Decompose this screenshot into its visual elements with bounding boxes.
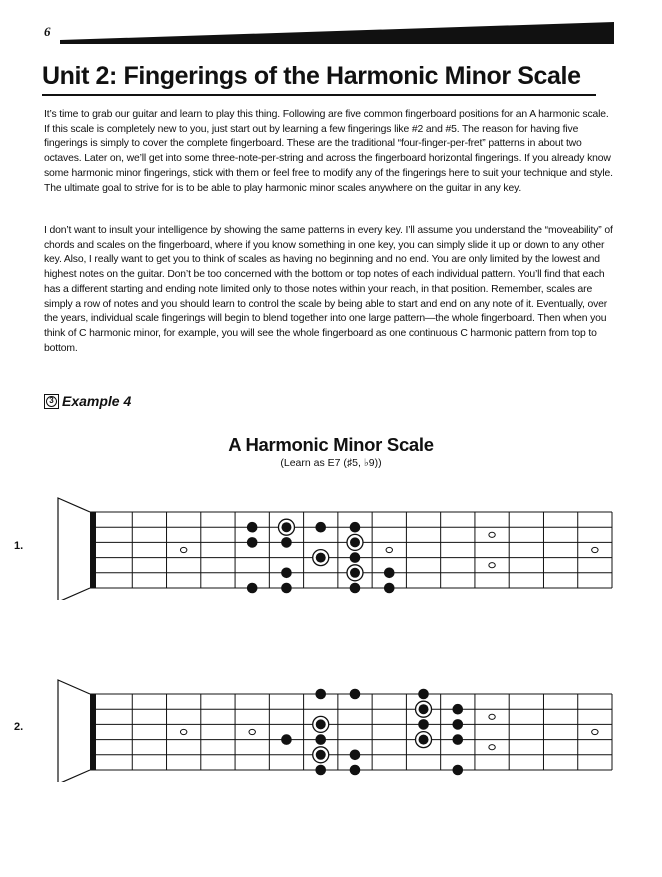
fretboard-diagram-2: [0, 672, 662, 782]
fret-position-marker: [489, 532, 495, 537]
scale-note-dot: [384, 568, 395, 579]
fretboard-diagram-1: [0, 490, 662, 600]
scale-subtitle: (Learn as E7 (♯5, ♭9)): [280, 457, 382, 469]
fret-position-marker: [180, 547, 186, 552]
scale-title: A Harmonic Minor Scale: [228, 434, 434, 455]
scale-note-dot: [384, 583, 395, 594]
scale-note-dot: [418, 719, 429, 730]
headstock-outline: [58, 680, 90, 782]
fret-position-marker: [249, 729, 255, 734]
root-note-dot: [316, 750, 326, 760]
track-number: 3: [46, 396, 57, 407]
diagram-number: 1.: [14, 540, 24, 552]
fret-position-marker: [180, 729, 186, 734]
fret-position-marker: [592, 729, 598, 734]
scale-note-dot: [247, 583, 258, 594]
root-note-dot: [350, 537, 360, 547]
scale-note-dot: [350, 765, 361, 776]
root-note-dot: [350, 568, 360, 578]
scale-note-dot: [281, 583, 292, 594]
header-bar: [0, 0, 662, 50]
scale-note-dot: [315, 765, 326, 776]
intro-paragraph: It’s time to grab our guitar and learn to play this thing. Following are five common fingerboard positions for an A harmonic scale. If this scale is completely new to you, just start out by learning a few fingerings like #2 and #5. The reason for having five fingerings is simply to cover the complete fingerboard. These are the traditional “four-finger-per-fret” patterns in about two octaves. Later on, we’ll get into some three-note-per-string and across the fingerboard horizontal fingerings. If you already know some harmonic minor fingerings, stick with them or feel free to modify any of the fingerings here to suit your technique and style. The ultimate goal to strive for is to be able to play harmonic minor scales anywhere on the guitar in any key.: [44, 109, 613, 194]
root-note-dot: [281, 522, 291, 532]
page-number: 6: [44, 24, 51, 39]
fret-position-marker: [489, 714, 495, 719]
scale-note-dot: [315, 734, 326, 745]
scale-note-dot: [350, 522, 361, 533]
scale-note-dot: [453, 704, 464, 715]
headstock-outline: [58, 498, 90, 600]
scale-note-dot: [453, 765, 464, 776]
fret-position-marker: [386, 547, 392, 552]
fret-position-marker: [592, 547, 598, 552]
root-note-dot: [419, 704, 429, 714]
title-underline: [42, 94, 596, 96]
diagram-number: 2.: [14, 721, 24, 733]
scale-note-dot: [315, 689, 326, 700]
scale-note-dot: [453, 734, 464, 745]
audio-track-icon: [44, 394, 59, 409]
scale-note-dot: [453, 719, 464, 730]
scale-note-dot: [247, 522, 258, 533]
page-title: Unit 2: Fingerings of the Harmonic Minor Scale: [42, 62, 581, 90]
fret-position-marker: [489, 745, 495, 750]
scale-note-dot: [350, 552, 361, 563]
example-label: Example 4: [62, 393, 132, 409]
scale-note-dot: [350, 689, 361, 700]
scale-note-dot: [418, 689, 429, 700]
scale-note-dot: [281, 734, 292, 745]
body-paragraph: I don’t want to insult your intelligence by showing the same patterns in every key. I’ll assume you understand the “moveability” of chords and scales on the fingerboard, where if you know something in one key, you can simply slide it up or down to any other key. Also, I really want to get you to think of scales as having no beginning and no end. You are only limited by the lowest and highest notes on the guitar. Don’t be too concerned with the bottom or top notes of each individual pattern. You’ll find that each has a different starting and ending note limited only to those notes within your reach, in that position. Remember, scales are simply a row of notes and you should learn to control the scale by being able to start and end on any note of it. Eventually, over the years, individual scale fingerings will begin to blend together into one large pattern—the whole fingerboard. Then when you think of C harmonic minor, for example, you will see the whole fingerboard as one continuous C harmonic pattern from top to bottom.: [44, 225, 613, 354]
root-note-dot: [316, 553, 326, 563]
root-note-dot: [316, 719, 326, 729]
scale-note-dot: [247, 537, 258, 548]
root-note-dot: [419, 735, 429, 745]
fret-position-marker: [489, 563, 495, 568]
nut: [90, 512, 96, 588]
scale-note-dot: [281, 568, 292, 579]
nut: [90, 694, 96, 770]
example-heading: [44, 393, 131, 409]
scale-note-dot: [350, 750, 361, 761]
scale-note-dot: [281, 537, 292, 548]
scale-note-dot: [350, 583, 361, 594]
scale-note-dot: [315, 522, 326, 533]
